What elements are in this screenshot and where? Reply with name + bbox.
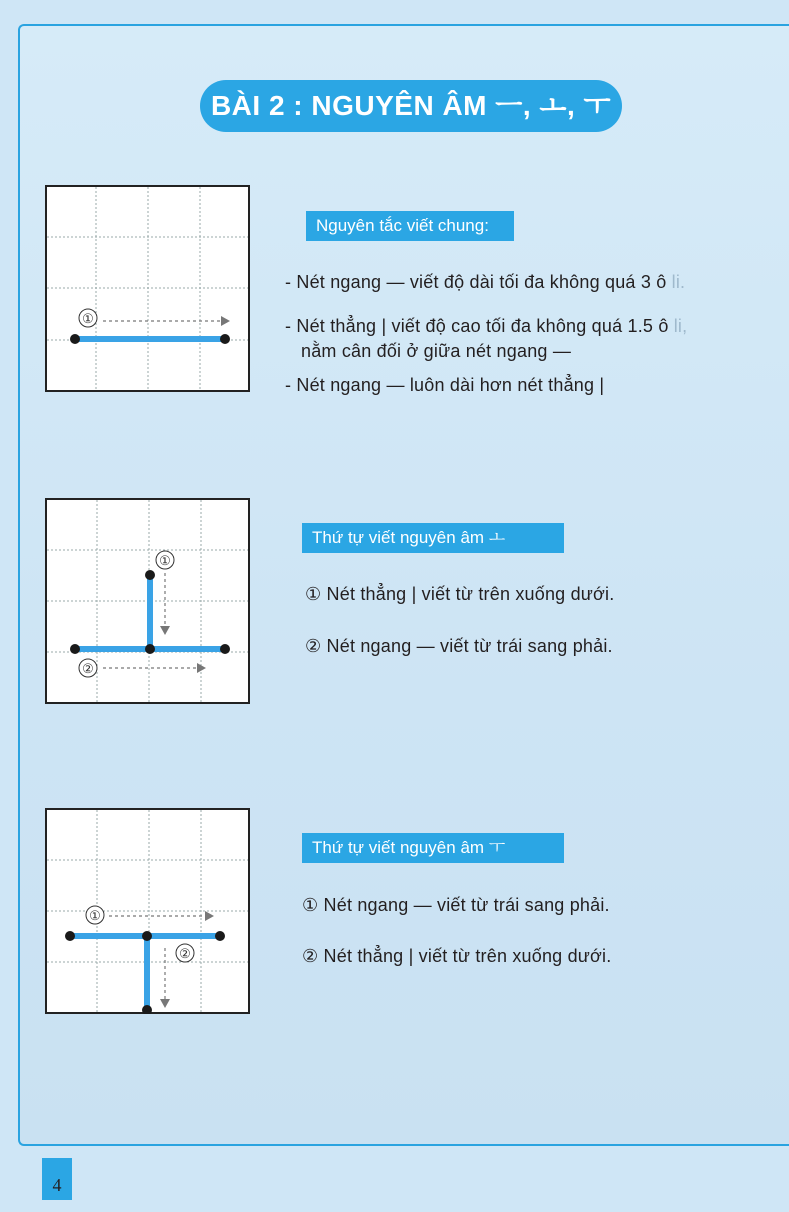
step-o-2: ② Nét ngang — viết từ trái sang phải. [305,636,613,656]
marker-1: ① [82,311,94,326]
marker-1: ① [159,553,171,568]
grid-o [45,498,250,704]
stroke-end-dot [220,334,230,344]
page-number: 4 [42,1158,72,1200]
rule-2: - Nét thẳng | viết độ cao tối đa không quá 1.5 ô li, [285,316,688,336]
grid-eu [45,185,250,392]
grid-u [45,808,250,1014]
marker-2: ② [82,661,94,676]
stroke-diagram-eu [45,185,250,392]
rule-3: - Nét ngang — luôn dài hơn nét thẳng | [285,375,605,395]
section3-label: Thứ tự viết nguyên âm ㅜ [302,833,564,863]
stroke-start-dot [70,334,80,344]
marker-2: ② [179,946,191,961]
section1-label: Nguyên tắc viết chung: [306,211,514,241]
step-o-1: ① Nét thẳng | viết từ trên xuống dưới. [305,584,615,604]
section2-label: Thứ tự viết nguyên âm ㅗ [302,523,564,553]
rule-1: - Nét ngang — viết độ dài tối đa không quá 3 ô li. [285,272,686,292]
stroke-diagram-u [45,808,250,1014]
rule-2-continued: nằm cân đối ở giữa nét ngang — [301,341,572,361]
lesson-title: BÀI 2 : NGUYÊN ÂM ㅡ, ㅗ, ㅜ [200,80,622,132]
step-u-1: ① Nét ngang — viết từ trái sang phải. [302,895,610,915]
step-u-2: ② Nét thẳng | viết từ trên xuống dưới. [302,946,612,966]
stroke-diagram-o [45,498,250,704]
marker-1: ① [89,908,101,923]
